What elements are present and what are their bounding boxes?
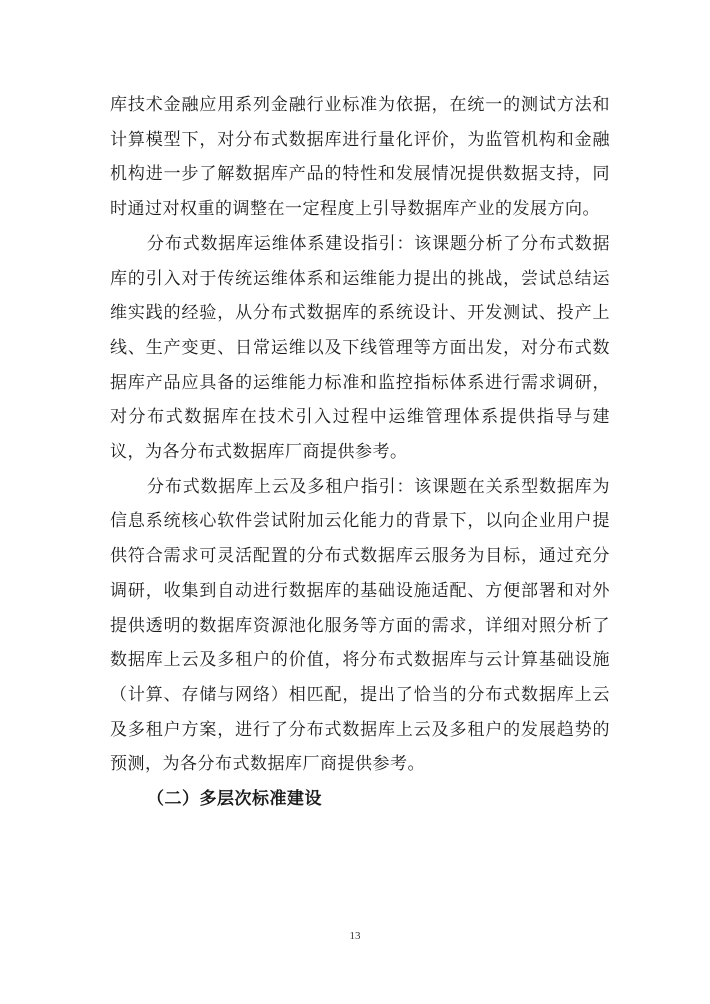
paragraph-cloud-multitenant: 分布式数据库上云及多租户指引：该课题在关系型数据库为信息系统核心软件尝试附加云化能力的背景下，以向企业用户提供符合需求可灵活配置的分布式数据库云服务为目标，通过充分调研，收集到自动进行数据库的基础设施适配、方便部署和对外提供透明的数据库资源池化服务等方面的需求，详细对照分析了数据库上云及多租户的价值，将分布式数据库与云计算基础设施（计算、存储与网络）相匹配，提出了恰当的分布式数据库上云及多租户方案，进行了分布式数据库上云及多租户的发展趋势的预测，为各分布式数据库厂商提供参考。 <box>110 476 610 775</box>
page-number: 13 <box>349 930 361 942</box>
section-heading: （二）多层次标准建设 <box>147 789 322 810</box>
paragraph-continuation: 库技术金融应用系列金融行业标准为依据，在统一的测试方法和计算模型下，对分布式数据库进行量化评价，为监管机构和金融机构进一步了解数据库产品的特性和发展情况提供数据支持，同时通过对权重的调整在一定程度上引导数据库产业的发展方向。 <box>110 95 610 220</box>
page-body <box>110 88 610 817</box>
paragraph-ops-guideline: 分布式数据库运维体系建设指引：该课题分析了分布式数据库的引入对于传统运维体系和运维能力提出的挑战，尝试总结运维实践的经验，从分布式数据库的系统设计、开发测试、投产上线、生产变更、日常运维以及下线管理等方面出发，对分布式数据库产品应具备的运维能力标准和监控指标体系进行需求调研，对分布式数据库在技术引入过程中运维管理体系提供指导与建议，为各分布式数据库厂商提供参考。 <box>110 233 610 463</box>
